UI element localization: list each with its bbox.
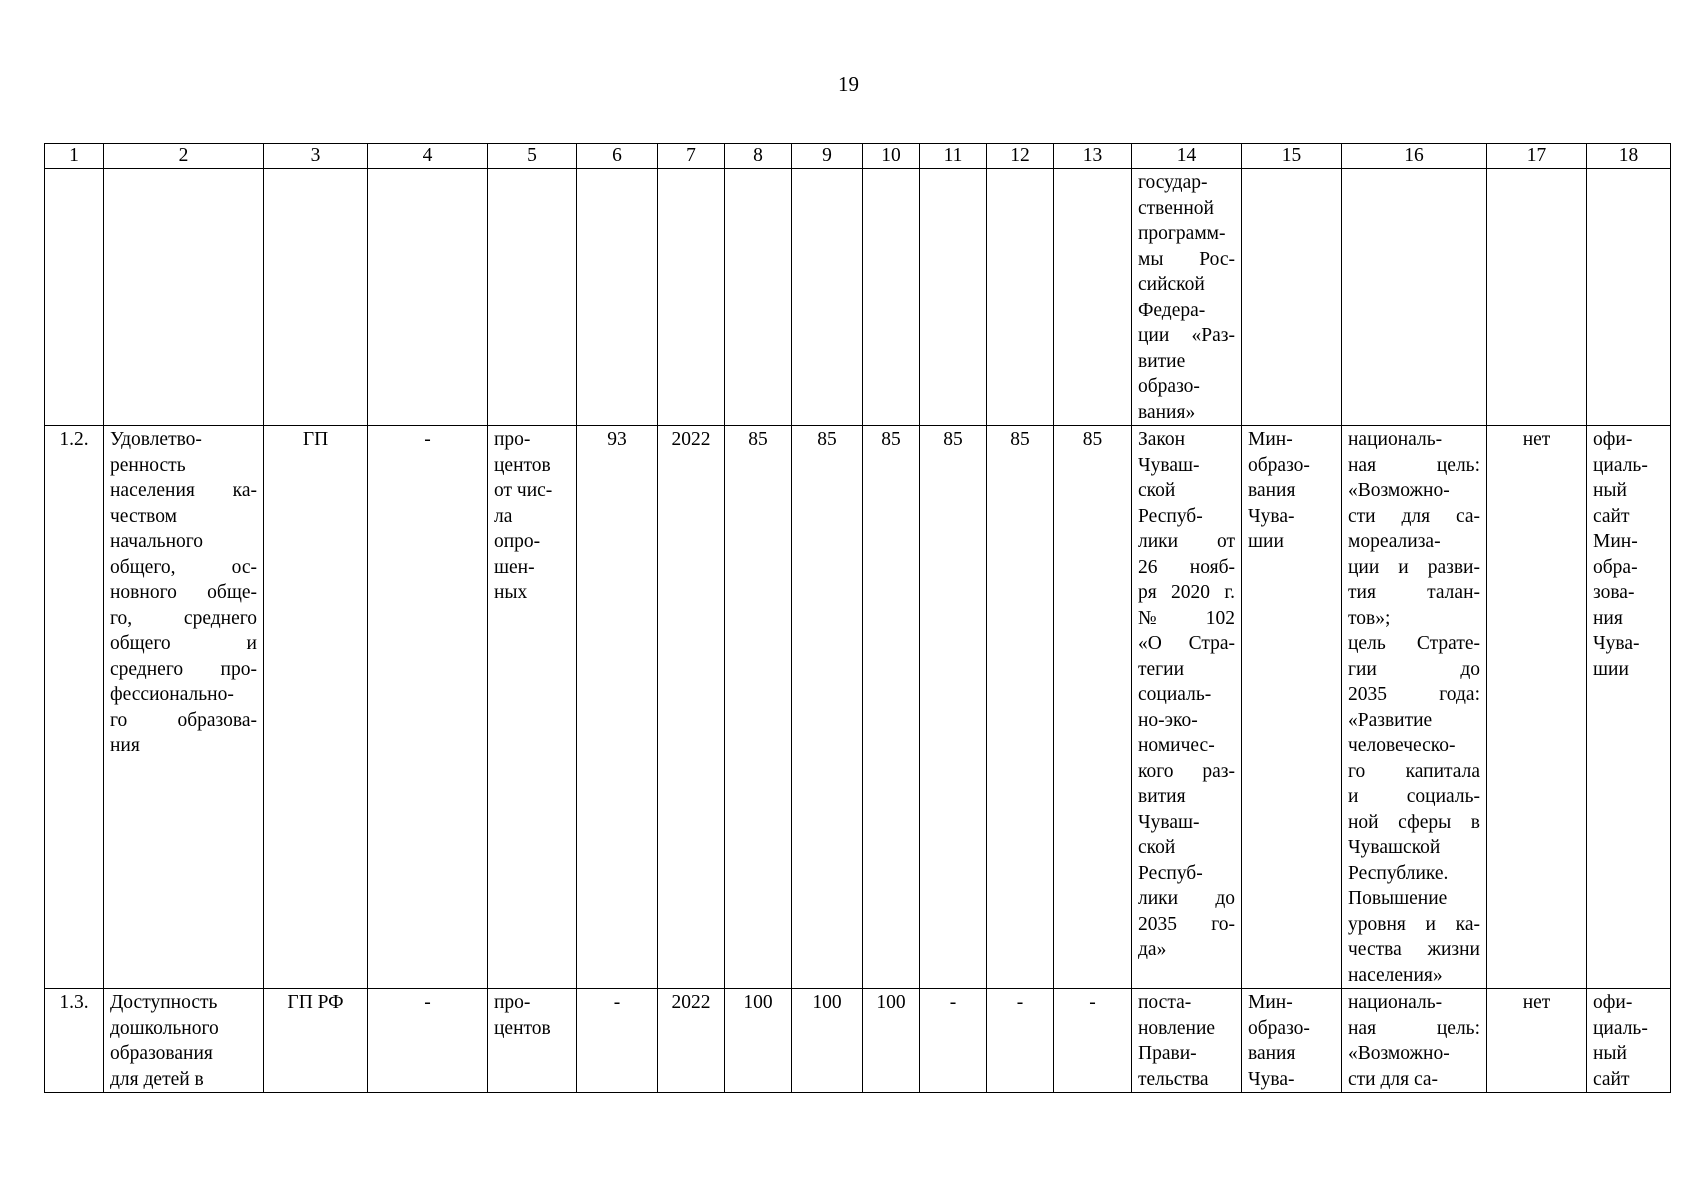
cell-line: ции и разви- — [1348, 556, 1480, 578]
table-cell-col-17: нет — [1487, 989, 1587, 1093]
cell-line: центов — [494, 1017, 551, 1039]
table-cell-col-3: ГП РФ — [264, 989, 368, 1093]
column-header-16: 16 — [1342, 144, 1487, 169]
column-header-14: 14 — [1132, 144, 1242, 169]
cell-line: дошкольного — [110, 1017, 219, 1039]
table-cell-col-2 — [104, 169, 264, 426]
cell-line: начального — [110, 531, 204, 552]
table-cell-col-18 — [1587, 169, 1671, 426]
cell-line: офи- — [1593, 429, 1633, 450]
cell-line: офи- — [1593, 992, 1633, 1013]
column-header-11: 11 — [920, 144, 987, 169]
table-cell-col-8: 100 — [725, 989, 792, 1093]
column-header-5: 5 — [488, 144, 577, 169]
cell-line: лики до — [1138, 888, 1235, 909]
cell-line: го, среднего — [110, 607, 257, 629]
cell-line: сти для са- — [1348, 1068, 1439, 1090]
cell-line: мы Рос- — [1138, 248, 1235, 270]
table-cell-col-10 — [863, 169, 920, 426]
cell-line: Мин- — [1248, 992, 1293, 1013]
cell-line: образования — [110, 1043, 213, 1064]
table-cell-col-9 — [792, 169, 863, 426]
cell-line: но-эко- — [1138, 709, 1198, 731]
cell-line: да» — [1138, 939, 1167, 960]
cell-line: номичес- — [1138, 735, 1215, 756]
cell-line: Чувашской — [1348, 837, 1441, 858]
table-cell-col-14 — [1132, 169, 1242, 426]
cell-line: новного обще- — [110, 582, 257, 603]
cell-line: для детей в — [110, 1068, 204, 1090]
cell-line: Чува- — [1593, 633, 1640, 654]
table-cell-col-7: 2022 — [658, 989, 725, 1093]
table-cell-col-11 — [920, 169, 987, 426]
column-header-8: 8 — [725, 144, 792, 169]
cell-line: фессионально- — [110, 684, 234, 705]
cell-line: «Развитие — [1348, 709, 1433, 731]
table-cell-col-2 — [104, 989, 264, 1093]
column-header-1: 1 — [45, 144, 104, 169]
cell-line: Федера- — [1138, 299, 1206, 321]
table-cell-col-18 — [1587, 426, 1671, 989]
cell-line: новление — [1138, 1017, 1216, 1039]
cell-line: цель Страте- — [1348, 633, 1480, 654]
table-cell-col-6: - — [577, 989, 658, 1093]
table-header-row — [45, 144, 1671, 169]
cell-line: Чува- — [1248, 505, 1295, 527]
cell-line: го образова- — [110, 709, 257, 731]
cell-line: обра- — [1593, 556, 1638, 578]
table-cell-col-4: - — [368, 989, 488, 1093]
cell-line: ской — [1138, 837, 1176, 858]
cell-line: лики от — [1138, 531, 1235, 552]
page-number: 19 — [838, 72, 859, 96]
cell-line: про- — [494, 429, 531, 450]
cell-line: Удовлетво- — [110, 429, 202, 450]
cell-line: вития — [1138, 786, 1186, 807]
cell-line: мореализа- — [1348, 531, 1441, 552]
table-cell-col-12 — [987, 169, 1054, 426]
cell-line: Респуб- — [1138, 862, 1203, 884]
cell-line: ренность — [110, 454, 186, 476]
table-cell-col-7: 2022 — [658, 426, 725, 989]
table-cell-col-5 — [488, 989, 577, 1093]
table-cell-col-18 — [1587, 989, 1671, 1093]
cell-line: сайт — [1593, 505, 1630, 527]
cell-line: социаль- — [1138, 684, 1212, 705]
cell-line: опро- — [494, 531, 541, 552]
table-cell-col-2 — [104, 426, 264, 989]
cell-line: населения ка- — [110, 480, 257, 501]
cell-line: ния — [110, 735, 140, 756]
column-header-7: 7 — [658, 144, 725, 169]
cell-line: поста- — [1138, 992, 1192, 1013]
table-cell-col-9: 100 — [792, 989, 863, 1093]
cell-line: населения» — [1348, 964, 1443, 986]
table-row — [45, 989, 1671, 1093]
table-cell-col-17 — [1487, 169, 1587, 426]
cell-line: ный — [1593, 480, 1627, 501]
cell-line: ния — [1593, 607, 1623, 629]
cell-line: циаль- — [1593, 454, 1648, 476]
table-row — [45, 426, 1671, 989]
cell-line: и социаль- — [1348, 786, 1480, 807]
column-header-4: 4 — [368, 144, 488, 169]
cell-line: про- — [494, 992, 531, 1013]
table-cell-col-1: 1.2. — [45, 426, 104, 989]
cell-line: чеством — [110, 505, 177, 527]
table-cell-col-13: - — [1054, 989, 1132, 1093]
cell-line: ла — [494, 505, 513, 527]
cell-line: Мин- — [1593, 531, 1638, 552]
cell-line: Прави- — [1138, 1043, 1197, 1064]
cell-line: программ- — [1138, 223, 1226, 244]
cell-line: ции «Раз- — [1138, 325, 1235, 346]
table-cell-col-4: - — [368, 426, 488, 989]
cell-line: ской — [1138, 480, 1176, 501]
cell-line: «Возможно- — [1348, 1043, 1450, 1064]
column-header-9: 9 — [792, 144, 863, 169]
cell-line: витие — [1138, 350, 1186, 372]
table-cell-col-7 — [658, 169, 725, 426]
table-cell-col-10: 85 — [863, 426, 920, 989]
table-cell-col-10: 100 — [863, 989, 920, 1093]
table-row — [45, 169, 1671, 426]
table-cell-col-16 — [1342, 989, 1487, 1093]
cell-line: образо- — [1138, 376, 1200, 397]
cell-line: тельства — [1138, 1068, 1209, 1090]
indicators-table — [44, 143, 1671, 1093]
table-cell-col-17: нет — [1487, 426, 1587, 989]
cell-line: от чис- — [494, 480, 553, 501]
cell-line: вания» — [1138, 401, 1196, 423]
cell-line: ных — [494, 582, 528, 603]
column-header-12: 12 — [987, 144, 1054, 169]
table-cell-col-5 — [488, 426, 577, 989]
column-header-17: 17 — [1487, 144, 1587, 169]
cell-line: образо- — [1248, 454, 1310, 476]
table-cell-col-12: 85 — [987, 426, 1054, 989]
cell-line: вания — [1248, 1043, 1296, 1064]
column-header-3: 3 — [264, 144, 368, 169]
cell-line: националь- — [1348, 992, 1443, 1013]
table-cell-col-12: - — [987, 989, 1054, 1093]
table-cell-col-8 — [725, 169, 792, 426]
cell-line: шен- — [494, 556, 535, 578]
cell-line: Мин- — [1248, 429, 1293, 450]
cell-line: ря 2020 г. — [1138, 582, 1235, 603]
table-cell-col-15 — [1242, 989, 1342, 1093]
cell-line: Чува- — [1248, 1068, 1295, 1090]
cell-line: человеческо- — [1348, 735, 1456, 756]
column-header-6: 6 — [577, 144, 658, 169]
table-cell-col-3 — [264, 169, 368, 426]
table-cell-col-15 — [1242, 426, 1342, 989]
table-cell-col-11: 85 — [920, 426, 987, 989]
cell-line: тегии — [1138, 658, 1185, 680]
cell-line: Республике. — [1348, 862, 1449, 884]
cell-line: образо- — [1248, 1017, 1310, 1039]
cell-line: Чуваш- — [1138, 811, 1200, 833]
cell-line: кого раз- — [1138, 760, 1235, 782]
column-header-18: 18 — [1587, 144, 1671, 169]
cell-line: ный — [1593, 1043, 1627, 1064]
cell-line: сти для са- — [1348, 505, 1480, 527]
cell-line: уровня и ка- — [1348, 913, 1480, 935]
cell-line: чества жизни — [1348, 939, 1480, 960]
table-cell-col-3: ГП — [264, 426, 368, 989]
table-cell-col-6: 93 — [577, 426, 658, 989]
column-header-15: 15 — [1242, 144, 1342, 169]
cell-line: вания — [1248, 480, 1296, 501]
cell-line: Закон — [1138, 429, 1186, 450]
cell-line: тов»; — [1348, 607, 1391, 629]
table-cell-col-9: 85 — [792, 426, 863, 989]
cell-line: общего, ос- — [110, 556, 257, 578]
cell-line: ная цель: — [1348, 454, 1480, 476]
table-cell-col-1 — [45, 169, 104, 426]
cell-line: Доступность — [110, 992, 218, 1013]
column-header-10: 10 — [863, 144, 920, 169]
cell-line: государ- — [1138, 172, 1208, 193]
cell-line: № 102 — [1138, 607, 1235, 629]
cell-line: общего и — [110, 633, 257, 654]
table-cell-col-14 — [1132, 426, 1242, 989]
cell-line: националь- — [1348, 429, 1443, 450]
cell-line: Повышение — [1348, 888, 1448, 909]
table-cell-col-4 — [368, 169, 488, 426]
cell-line: го капитала — [1348, 760, 1480, 782]
table-cell-col-8: 85 — [725, 426, 792, 989]
cell-line: «Возможно- — [1348, 480, 1450, 501]
cell-line: центов — [494, 454, 551, 476]
cell-line: шии — [1593, 658, 1629, 680]
table-cell-col-11: - — [920, 989, 987, 1093]
table-cell-col-13 — [1054, 169, 1132, 426]
table-cell-col-5 — [488, 169, 577, 426]
cell-line: Респуб- — [1138, 505, 1203, 527]
cell-line: 2035 го- — [1138, 913, 1235, 935]
cell-line: Чуваш- — [1138, 454, 1200, 476]
cell-line: 2035 года: — [1348, 684, 1480, 705]
cell-line: среднего про- — [110, 658, 257, 680]
cell-line: ственной — [1138, 197, 1214, 219]
cell-line: тия талан- — [1348, 582, 1480, 603]
cell-line: циаль- — [1593, 1017, 1648, 1039]
cell-line: зова- — [1593, 582, 1635, 603]
table-cell-col-1: 1.3. — [45, 989, 104, 1093]
cell-line: гии до — [1348, 658, 1480, 680]
cell-line: ной сферы в — [1348, 811, 1480, 833]
column-header-13: 13 — [1054, 144, 1132, 169]
cell-line: «О Стра- — [1138, 633, 1235, 654]
cell-line: шии — [1248, 531, 1284, 552]
cell-line: 26 нояб- — [1138, 556, 1235, 578]
table-cell-col-15 — [1242, 169, 1342, 426]
table-cell-col-6 — [577, 169, 658, 426]
cell-line: ная цель: — [1348, 1017, 1480, 1039]
cell-line: сайт — [1593, 1068, 1630, 1090]
table-cell-col-14 — [1132, 989, 1242, 1093]
table-cell-col-16 — [1342, 169, 1487, 426]
column-header-2: 2 — [104, 144, 264, 169]
table-cell-col-13: 85 — [1054, 426, 1132, 989]
table-cell-col-16 — [1342, 426, 1487, 989]
cell-line: сийской — [1138, 274, 1205, 295]
